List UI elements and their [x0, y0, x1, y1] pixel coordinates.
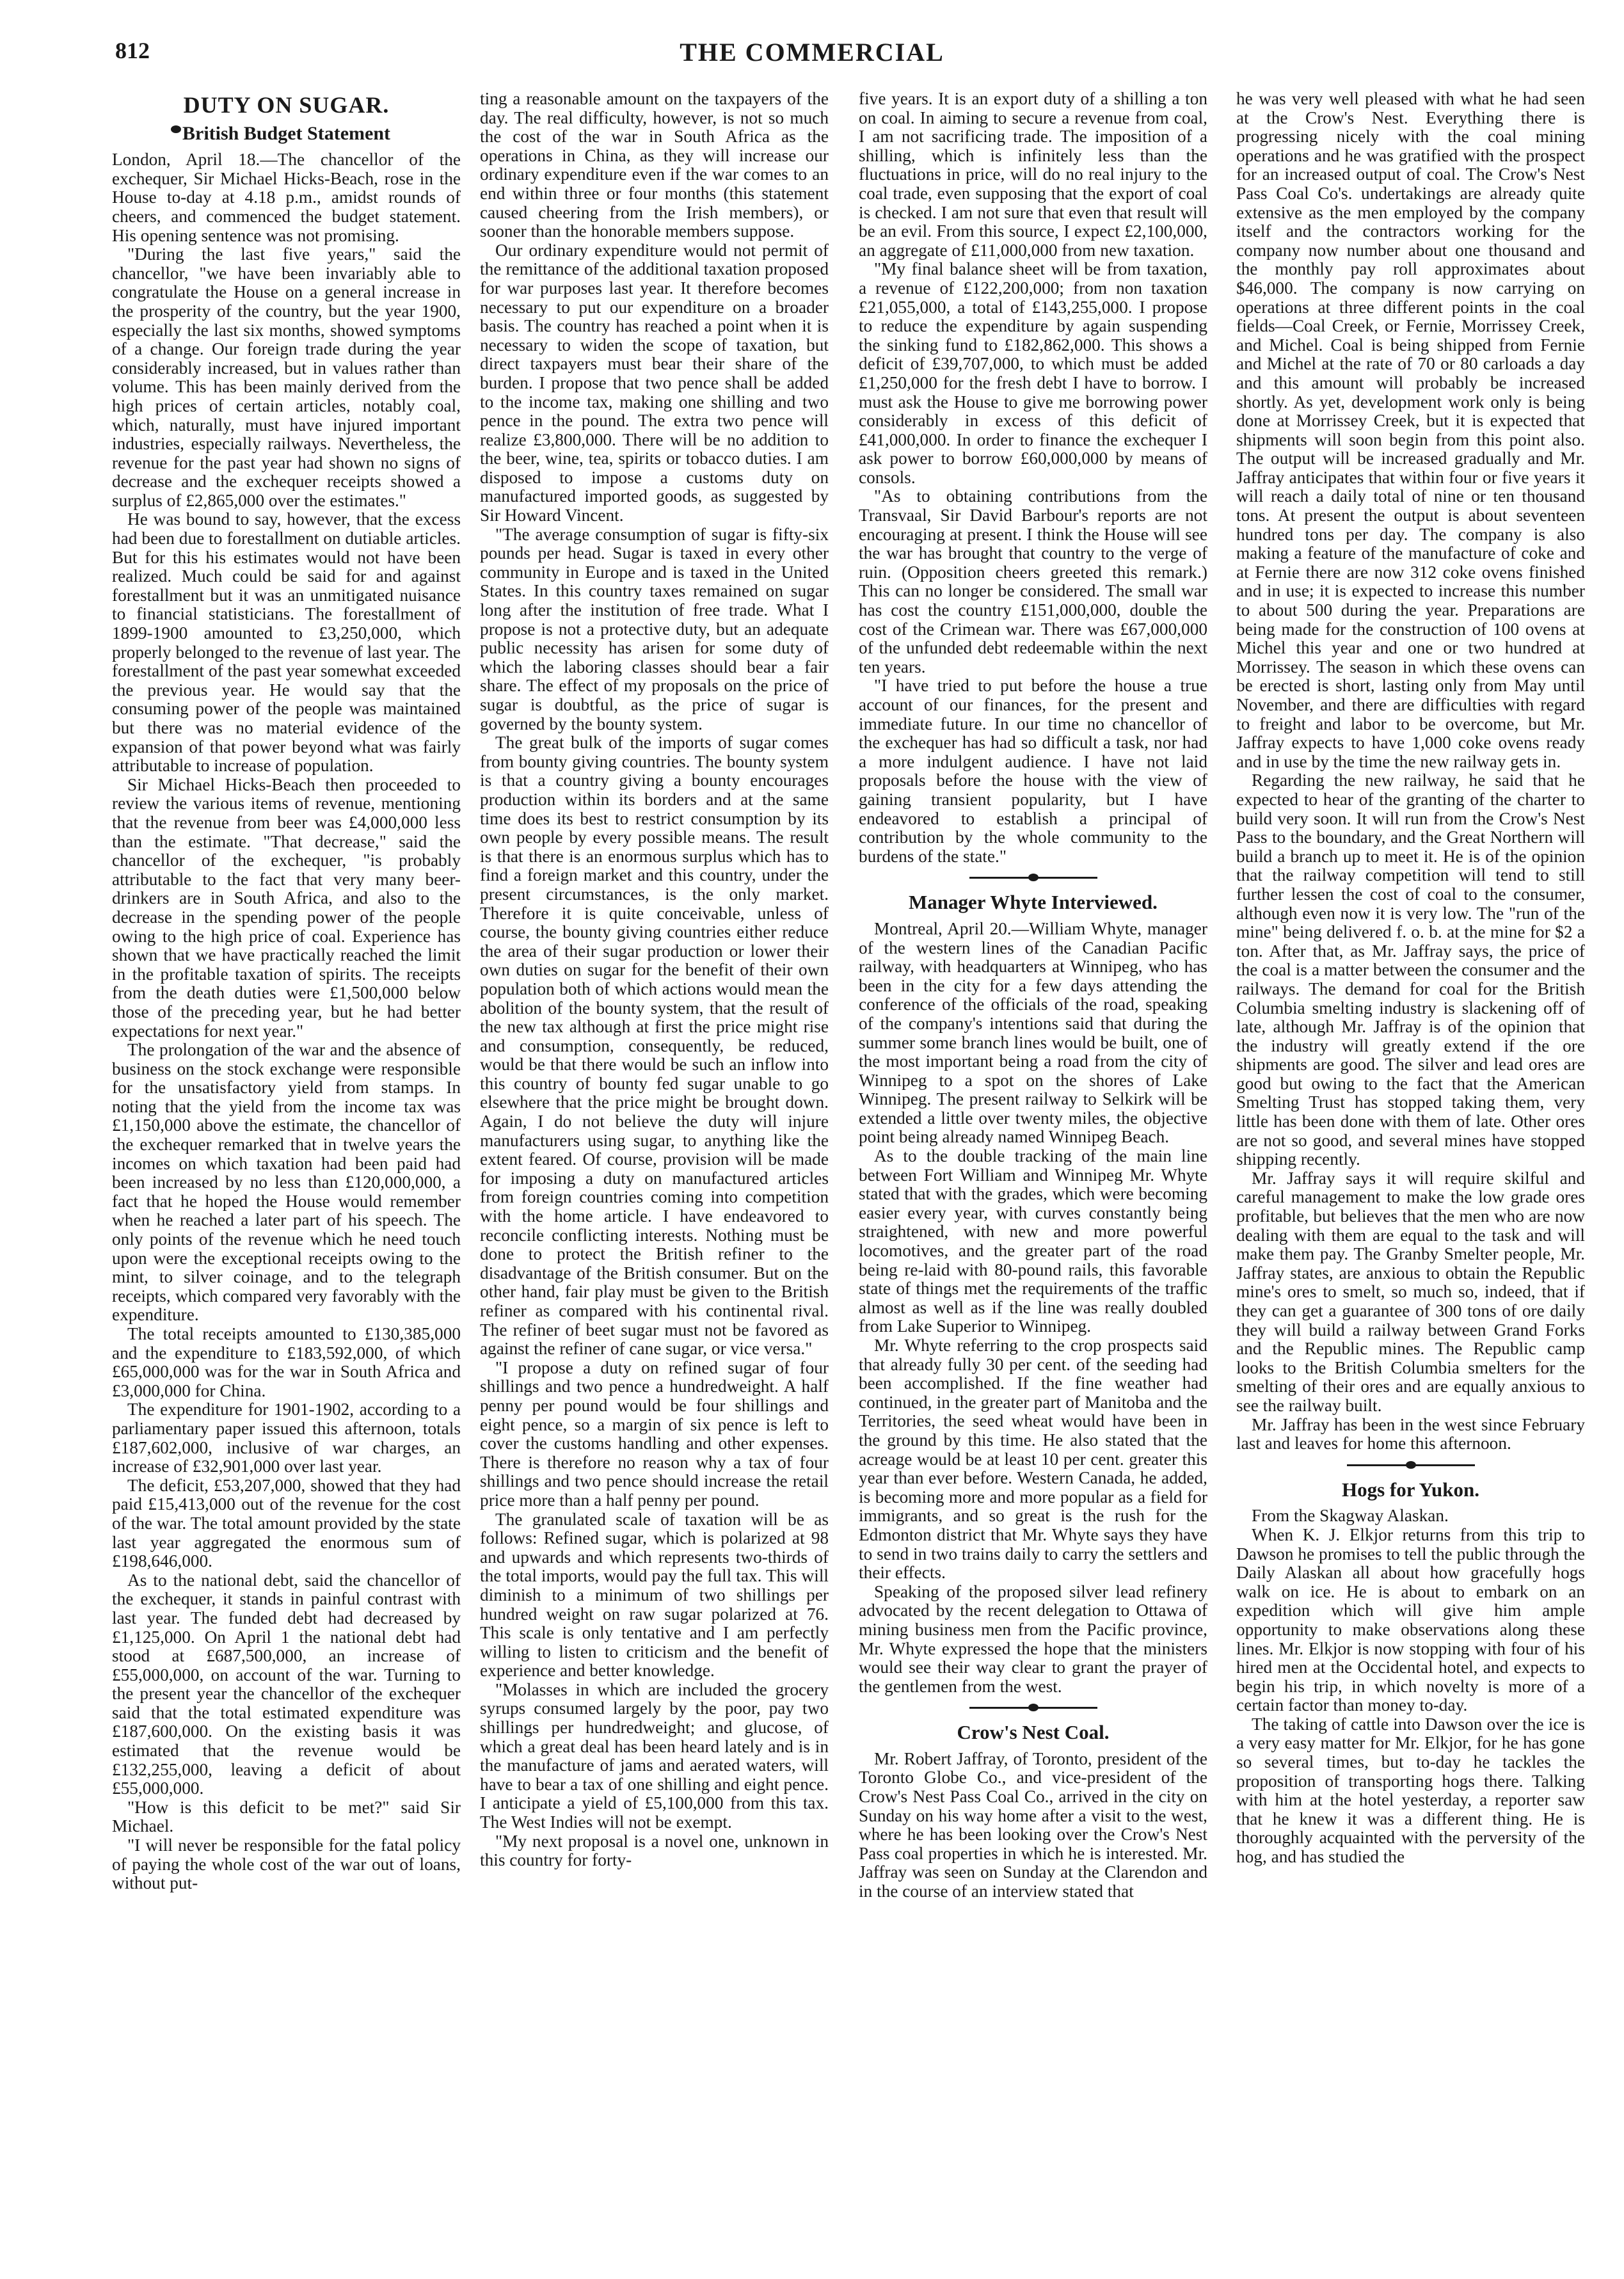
column-4 — [1236, 90, 1585, 1867]
paragraph: Our ordinary expenditure would not permit of the remittance of the additional taxation proposed for war purposes last year. It therefore becomes necessary to put our expenditure on a broader basis. The country has reached a point when it is necessary to widen the scope of taxation, but direct taxpayers must bear their share of the burden. I propose that two pence shall be added to the income tax, making one shilling and two pence in the pound. The extra two pence will realize £3,800,000. There will be no addition to the beer, wine, tea, spirits or tobacco duties. I am disposed to impose a customs duty on manufactured imported goods, as suggested by Sir Howard Vincent. — [480, 240, 829, 525]
paragraph: "During the last five years," said the chancellor, "we have been invariably able to congratulate the House on a general increase in the prosperity of the country, but the year 1900, especially the last six months, showed symptoms of a change. Our foreign trade during the year considerably increased, but in values rather than volume. This has been mainly derived from the high prices of certain articles, notably coal, which, naturally, must have injured important industries, especially railways. Nevertheless, the revenue for the past year had shown no signs of decrease and the exchequer receipts showed a surplus of £2,865,000 over the estimates." — [112, 244, 461, 510]
paragraph: "The average consumption of sugar is fifty-six pounds per head. Sugar is taxed in every other community in Europe and is taxed in the United States. In this country taxes remained on sugar long after the institution of free trade. What I propose is not a protective duty, but an adequate public necessity has arisen for some duty of which the laboring classes should bear a fair share. The effect of my proposals on the price of sugar is doubtful, as the price of sugar is governed by the bounty system. — [480, 524, 829, 733]
paragraph: The total receipts amounted to £130,385,000 and the expenditure to £183,592,000, of which £65,000,000 was for the war in South Africa and £3,000,000 for China. — [112, 1324, 461, 1400]
paragraph: From the Skagway Alaskan. — [1252, 1506, 1449, 1526]
paragraph: The granulated scale of taxation will be as follows: Refined sugar, which is polarized at 98 and upwards and which represents two-thirds of the total imports, would pay the full tax. This will diminish to a minimum of two shillings per hundred weight on raw sugar polarized at 76. This scale is only tentative and I am perfectly willing to listen to criticism and the benefit of experience and better knowledge. — [480, 1509, 829, 1681]
paragraph: The deficit, £53,207,000, showed that they had paid £15,413,000 out of the revenue for the cost of the war. The total amount provided by the state last year aggregated the enormous sum of £198,646,000. — [112, 1475, 461, 1571]
paragraph: Regarding the new railway, he said that he expected to hear of the granting of the charter to build very soon. It will run from the Crow's Nest Pass to the boundary, and the Great Northern will build a branch up to meet it. He is of the opinion that the railway competition will tend to still further lessen the cost of coal to the consumer, although even now it is very low. The "run of the mine" being delivered f. o. b. at the mine for $2 a ton. After that, as Mr. Jaffray says, the price of the coal is a matter between the consumer and the railways. The demand for coal for the British Columbia smelting industry is slackening off of late, although Mr. Jaffray is of the opinion that the industry will greatly extend if the ore shipments are good. The silver and lead ores are good but owing to the fact that the American Smelting Trust has stopped taking them, very little has been done with them of late. Other ores are not so good, and several mines have stopped shipping recently. — [1236, 771, 1585, 1169]
paragraph: London, April 18.—The chancellor of the exchequer, Sir Michael Hicks-Beach, rose in the House to-day at 4.18 p.m., amidst rounds of cheers, and commenced the budget statement. His opening sentence was not promising. — [112, 150, 461, 245]
paragraph: ting a reasonable amount on the taxpayers of the day. The real difficulty, however, is not so much the cost of the war in South Africa as the operations in China, as they will increase our ordinary expenditure even if the war comes to an end within three or four months (this statement caused cheering from the Irish members), or sooner than the honorable members suppose. — [480, 89, 829, 241]
paragraph: "I have tried to put before the house a true account of our finances, for the present and immediate future. In our time no chancellor of the exchequer has had so difficult a task, nor had a more indulgent audience. I have not laid proposals before the house with the view of gaining transient popularity, but I have endeavored to establish a principal of contribution by the whole community to the burdens of the state." — [859, 676, 1207, 866]
paragraph: five years. It is an export duty of a shilling a ton on coal. In aiming to secure a revenue from coal, I am not sacrificing trade. The imposition of a shilling, which is infinitely less than the fluctuations in price, will do no real injury to the coal trade, even supposing that the export of coal is checked. I am not sure that even that result will be an evil. From this source, I expect £2,100,000, an aggregate of £11,000,000 from new taxation. — [859, 89, 1207, 260]
article-title-whyte: Manager Whyte Interviewed. — [909, 891, 1158, 914]
paragraph: "Molasses in which are included the grocery syrups consumed largely by the poor, pay two shillings per hundredweight; and glucose, of which a great deal has been heard lately and is in the manufacture of jams and aerated waters, will have to bear a tax of one shilling and eight pence. I anticipate a yield of £5,100,000 from this tax. The West Indies will not be exempt. — [480, 1679, 829, 1832]
paragraph: The expenditure for 1901-1902, according to a parliamentary paper issued this afternoon, totals £187,602,000, inclusive of war charges, an increase of £32,901,000 over last year. — [112, 1400, 461, 1476]
paragraph: "My final balance sheet will be from taxation, a revenue of £122,200,000; from non taxation £21,055,000, a total of £143,255,000. I propose to reduce the expenditure by again suspending the sinking fund to £182,862,000. This shows a deficit of £39,707,000, to which must be added £1,250,000 for the fresh debt I have to borrow. I must ask the House to give me borrowing power considerably in excess of this deficit of £41,000,000. In order to finance the exchequer I ask power to borrow £60,000,000 by means of consols. — [859, 259, 1207, 487]
paragraph: As to the national debt, said the chancellor of the exchequer, it stands in painful contrast with last year. The funded debt had decreased by £1,125,000. On April 1 the national debt had stood at £687,500,000, an increase of £55,000,000, on account of the war. Turning to the present year the chancellor of the exchequer said that the total estimated expenditure was £187,600,000. On the existing basis it was estimated that the revenue would be £132,255,000, leaving a deficit of about £55,000,000. — [112, 1570, 461, 1798]
paragraph: Montreal, April 20.—William Whyte, manager of the western lines of the Canadian Pacific railway, with headquarters at Winnipeg, who has been in the city for a few days attending the conference of the officials of the road, speaking of the company's intentions said that during the summer some branch lines would be built, one of the most important being a road from the city of Winnipeg to a spot on the shores of Lake Winnipeg. The present railway to Selkirk will be extended a little over twenty miles, the objective point being already named Winnipeg Beach. — [859, 918, 1207, 1147]
section-divider — [969, 872, 1097, 883]
paragraph: As to the double tracking of the main line between Fort William and Winnipeg Mr. Whyte stated that with the grades, which were becoming easier every year, with curves constantly being straightened, with new and more powerful locomotives, and the greater part of the road being re-laid with 80-pound rails, this favorable state of things met the requirements of the traffic almost as well as if the line was really doubled from Lake Superior to Winnipeg. — [859, 1146, 1207, 1336]
paragraph: Speaking of the proposed silver lead refinery advocated by the recent delegation to Ottawa of mining business men from the Pacific province, Mr. Whyte expressed the hope that the ministers would see their way clear to grant the prayer of the gentlemen from the west. — [859, 1581, 1207, 1696]
article-subtitle: British Budget Statement — [182, 122, 390, 144]
column-1 — [112, 90, 461, 1893]
paragraph: Mr. Jaffray has been in the west since February last and leaves for home this afternoon. — [1236, 1414, 1585, 1453]
paragraph: Sir Michael Hicks-Beach then proceeded to review the various items of revenue, mentioning that the revenue from beer was £4,000,000 less than the estimate. "That decrease," said the chancellor of the exchequer, "is probably attributable to the fact that very many beer-drinkers are in South Africa, and also to the decrease in the spending power of the people owing to the high price of coal. Experience has shown that we have practically reached the limit in the profitable taxation of spirits. The receipts from the death duties were £1,500,000 below those of the preceding year, but he had better expectations for next year." — [112, 774, 461, 1041]
column-2 — [480, 90, 829, 1870]
paragraph: "My next proposal is a novel one, unknown in this country for forty- — [480, 1831, 829, 1870]
article-title-hogs: Hogs for Yukon. — [1341, 1478, 1480, 1501]
paragraph: The prolongation of the war and the absence of business on the stock exchange were responsible for the unsatisfactory yield from stamps. In noting that the yield from the income tax was £1,150,000 above the estimate, the chancellor of the exchequer remarked that in twelve years the incomes on which taxation had been paid had been increased by no less than £120,000,000, a fact that he hoped the House would remember when he reached a later part of his speech. The only points of the revenue which he need touch upon were the exceptional receipts owing to the mint, to silver coinage, and to the telegraph receipts, which compared very favorably with the expenditure. — [112, 1040, 461, 1325]
paragraph: The great bulk of the imports of sugar comes from bounty giving countries. The bounty system is that a country giving a bounty encourages production within its borders and at the same time does its best to restrict consumption by its own people by every possible means. The result is that there is an enormous surplus which has to find a foreign market and this country, under the present circumstances, is the only market. Therefore it is quite conceivable, unless of course, the bounty giving countries either reduce the area of their sugar production or lower their own duties on sugar for the benefit of their own population both of which actions would mean the abolition of the bounty system, that the result of the new tax although at first the price might rise and consumption, consequently, be reduced, would be that there would be such an inflow into this country of bounty fed sugar unable to go elsewhere that the price might be brought down. Again, I do not believe the duty will injure manufacturers using sugar, to anything like the extent feared. Of course, provision will be made for imposing a duty on manufactured articles from foreign countries coming into competition with the home article. I have endeavored to reconcile conflicting interests. Nothing must be done to protect the British refiner to the disadvantage of the British consumer. But on the other hand, fair play must be given to the British refiner as compared with his continental rival. The refiner of beet sugar must not be favored as against the refiner of cane sugar, or vice versa." — [480, 733, 829, 1359]
section-divider — [1347, 1460, 1475, 1470]
paragraph: "I will never be responsible for the fatal policy of paying the whole cost of the war out of loans, without put- — [112, 1835, 461, 1893]
article-title-duty-on-sugar: DUTY ON SUGAR. — [183, 92, 390, 118]
paragraph: He was bound to say, however, that the excess had been due to forestallment on dutiable articles. But for this his estimates would not have been realized. Much could be said for and against forestallment but it was an unmitigated nuisance to financial statisticians. The forestallment of 1899-1900 amounted to £3,250,000, which properly belonged to the revenue of last year. The forestallment of the past year somewhat exceeded the previous year. He would say that the consuming power of the people was maintained but there was no material evidence of the expansion of that power beyond what was fairly attributable to increase of population. — [112, 509, 461, 776]
column-3 — [859, 90, 1207, 1901]
page-number: 812 — [115, 38, 150, 63]
paragraph: Mr. Robert Jaffray, of Toronto, president of the Toronto Globe Co., and vice-president of the Crow's Nest Pass Coal Co., arrived in the city on Sunday on his way home after a visit to the west, where he has been looking over the Crow's Nest Pass coal properties in which he is interested. Mr. Jaffray was seen on Sunday at the Clarendon and in the course of an interview stated that — [859, 1748, 1207, 1901]
paragraph: The taking of cattle into Dawson over the ice is a very easy matter for Mr. Elkjor, for he has gone so several times, but to-day he tackles the proposition of transporting hogs there. Talking with him at the hotel yesterday, a reporter saw that he knew it was a different thing. He is thoroughly acquainted with the perversity of the hog, and has studied the — [1236, 1714, 1585, 1867]
paragraph: "I propose a duty on refined sugar of four shillings and two pence a hundredweight. A half penny per pound would be four shillings and eight pence, so a margin of six pence is left to cover the customs handling and other expenses. There is therefore no reason why a tax of four shillings and two pence should increase the retail price more than a half penny per pound. — [480, 1357, 829, 1510]
paragraph: Mr. Whyte referring to the crop prospects said that already fully 30 per cent. of the seeding had been accomplished. If the fine weather had continued, in the greater part of Manitoba and the Territories, the seed wheat would have been in the ground by this time. He also stated that the acreage would be at least 10 per cent. greater this year than ever before. Western Canada, he added, is becoming more and more popular as a field for immigrants, and so great is the rush for the Edmonton district that Mr. Whyte says they have to send in two trains daily to carry the settlers and their effects. — [859, 1336, 1207, 1583]
paragraph: "How is this deficit to be met?" said Sir Michael. — [112, 1797, 461, 1836]
paragraph: he was very well pleased with what he had seen at the Crow's Nest. Everything there is progressing nicely with the coal mining operations and he was gratified with the prospect for an increased output of coal. The Crow's Nest Pass Coal Co's. undertakings are already quite extensive as the men employed by the company itself and the contractors working for the company now number about one thousand and the monthly pay roll approximates about $46,000. The company is now carrying on operations at three different points in the coal fields—Coal Creek, or Fernie, Morrissey Creek, and Michel. Coal is being shipped from Fernie and Michel at the rate of 70 or 80 carloads a day and this amount will probably be increased shortly. As yet, development work only is being done at Morrissey Creek, but it is expected that shipments will soon begin from this point also. The output will be increased gradually and Mr. Jaffray anticipates that within four or five years it will reach a daily total of nine or ten thousand tons. At present the output is about seventeen hundred tons per day. The company is also making a feature of the manufacture of coke and at Fernie there are now 312 coke ovens finished and in use; it is expected to increase this number to about 500 during the year. Preparations are being made for the construction of 100 ovens at Michel this year and one or two hundred at Morrissey. The season in which these ovens can be erected is short, lasting only from May until November, and there are difficulties with regard to freight and labor to be overcome, but Mr. Jaffray expects to have 1,000 coke ovens ready and in use by the time the new railway gets in. — [1236, 89, 1585, 771]
paragraph: "As to obtaining contributions from the Transvaal, Sir David Barbour's reports are not encouraging at present. I think the House will see the war has brought that country to the verge of ruin. (Opposition cheers greeted this remark.) This can no longer be considered. The small war has cost the country £151,000,000, double the cost of the Crimean war. There was £67,000,000 of the unfunded debt redeemable within the next ten years. — [859, 486, 1207, 676]
page-header — [0, 37, 1624, 76]
masthead: THE COMMERCIAL — [680, 38, 944, 67]
paragraph: Mr. Jaffray says it will require skilful and careful management to make the low grade ores profitable, but believes that the men who are now dealing with them are equal to the task and will make them pay. The Granby Smelter people, Mr. Jaffray states, are anxious to obtain the Republic mine's ores to smelt, so much so, indeed, that if they can get a guarantee of 300 tons of ore daily they will build a railway between Grand Forks and the Republic mines. The Republic camp looks to the British Columbia smelters for the smelting of their ores and are equally anxious to see the railway built. — [1236, 1168, 1585, 1415]
article-title-crows-nest: Crow's Nest Coal. — [957, 1721, 1110, 1744]
section-divider — [969, 1702, 1097, 1713]
paragraph: When K. J. Elkjor returns from this trip to Dawson he promises to tell the public through the Daily Alaskan all about how gracefully hogs walk on ice. He is about to embark on an expedition which will give him ample opportunity to make observations along these lines. Mr. Elkjor is now stopping with four of his hired men at the Occidental hotel, and expects to begin his trip, in which novelty is more of a certain factor than money to-day. — [1236, 1524, 1585, 1715]
